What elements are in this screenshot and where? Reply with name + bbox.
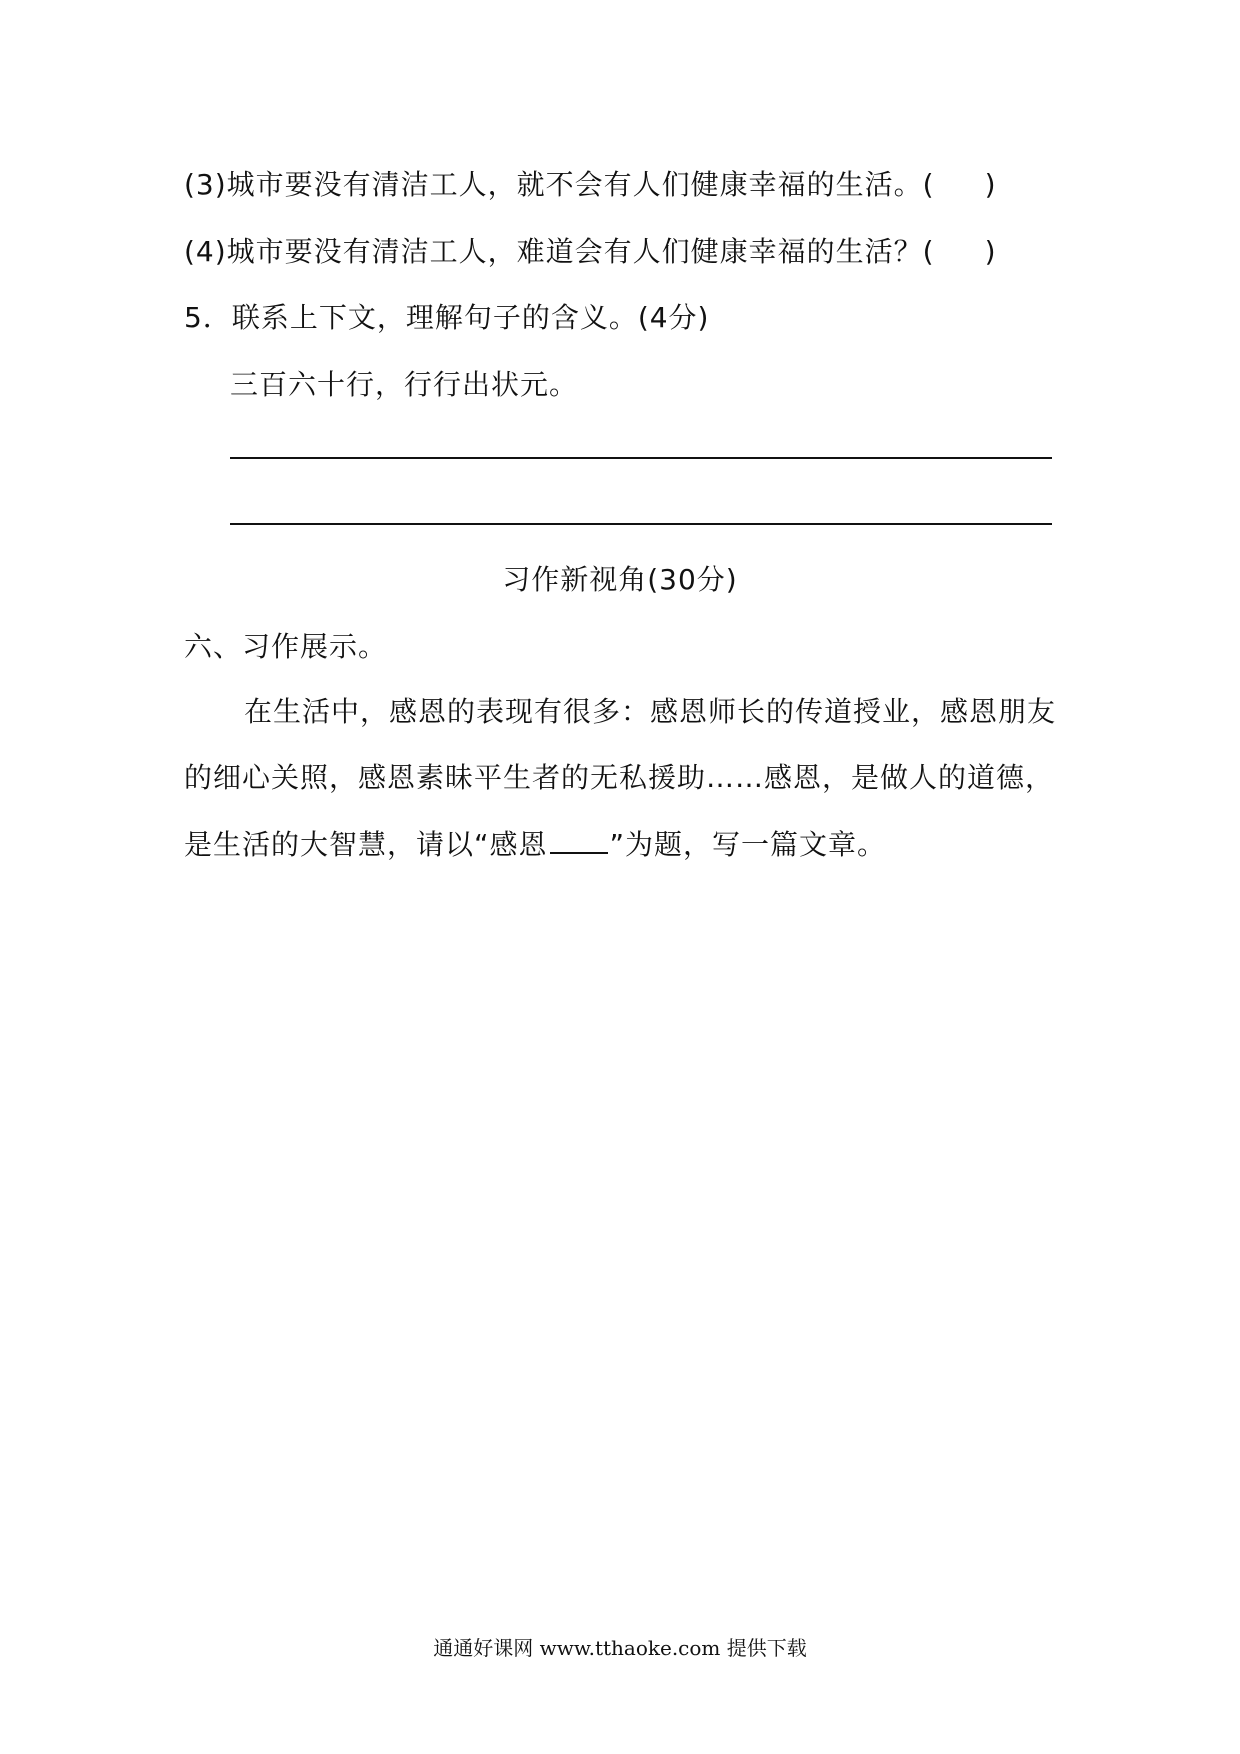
question-3 — [184, 165, 997, 205]
footer-source: 通通好课网 www.tthaoke.com 提供下载 — [433, 1636, 807, 1660]
question-3-close: ) — [984, 168, 997, 201]
question-3-text: (3)城市要没有清洁工人，就不会有人们健康幸福的生活。( — [184, 168, 935, 201]
answer-line[interactable] — [230, 523, 1052, 525]
essay-prompt-line-3 — [184, 824, 886, 865]
essay-prompt-line-3-after: ”为题，写一篇文章。 — [609, 828, 887, 861]
question-4 — [184, 232, 997, 272]
answer-line[interactable] — [230, 457, 1052, 459]
section-title: 习作新视角(30分) — [502, 563, 738, 596]
question-4-text: (4)城市要没有清洁工人，难道会有人们健康幸福的生活？( — [184, 235, 935, 268]
essay-prompt-line-2: 的细心关照，感恩素昧平生者的无私援助……感恩，是做人的道德， — [184, 761, 1055, 794]
title-blank[interactable] — [550, 824, 608, 854]
part-6-heading: 六、习作展示。 — [184, 630, 388, 663]
essay-prompt-line-1: 在生活中，感恩的表现有很多：感恩师长的传道授业，感恩朋友 — [244, 695, 1057, 728]
question-5: 5．联系上下文，理解句子的含义。(4分) — [184, 301, 710, 334]
essay-prompt-line-3-before: 是生活的大智慧，请以“感恩 — [184, 828, 548, 861]
question-4-close: ) — [984, 235, 997, 268]
proverb-sentence: 三百六十行，行行出状元。 — [230, 368, 579, 401]
